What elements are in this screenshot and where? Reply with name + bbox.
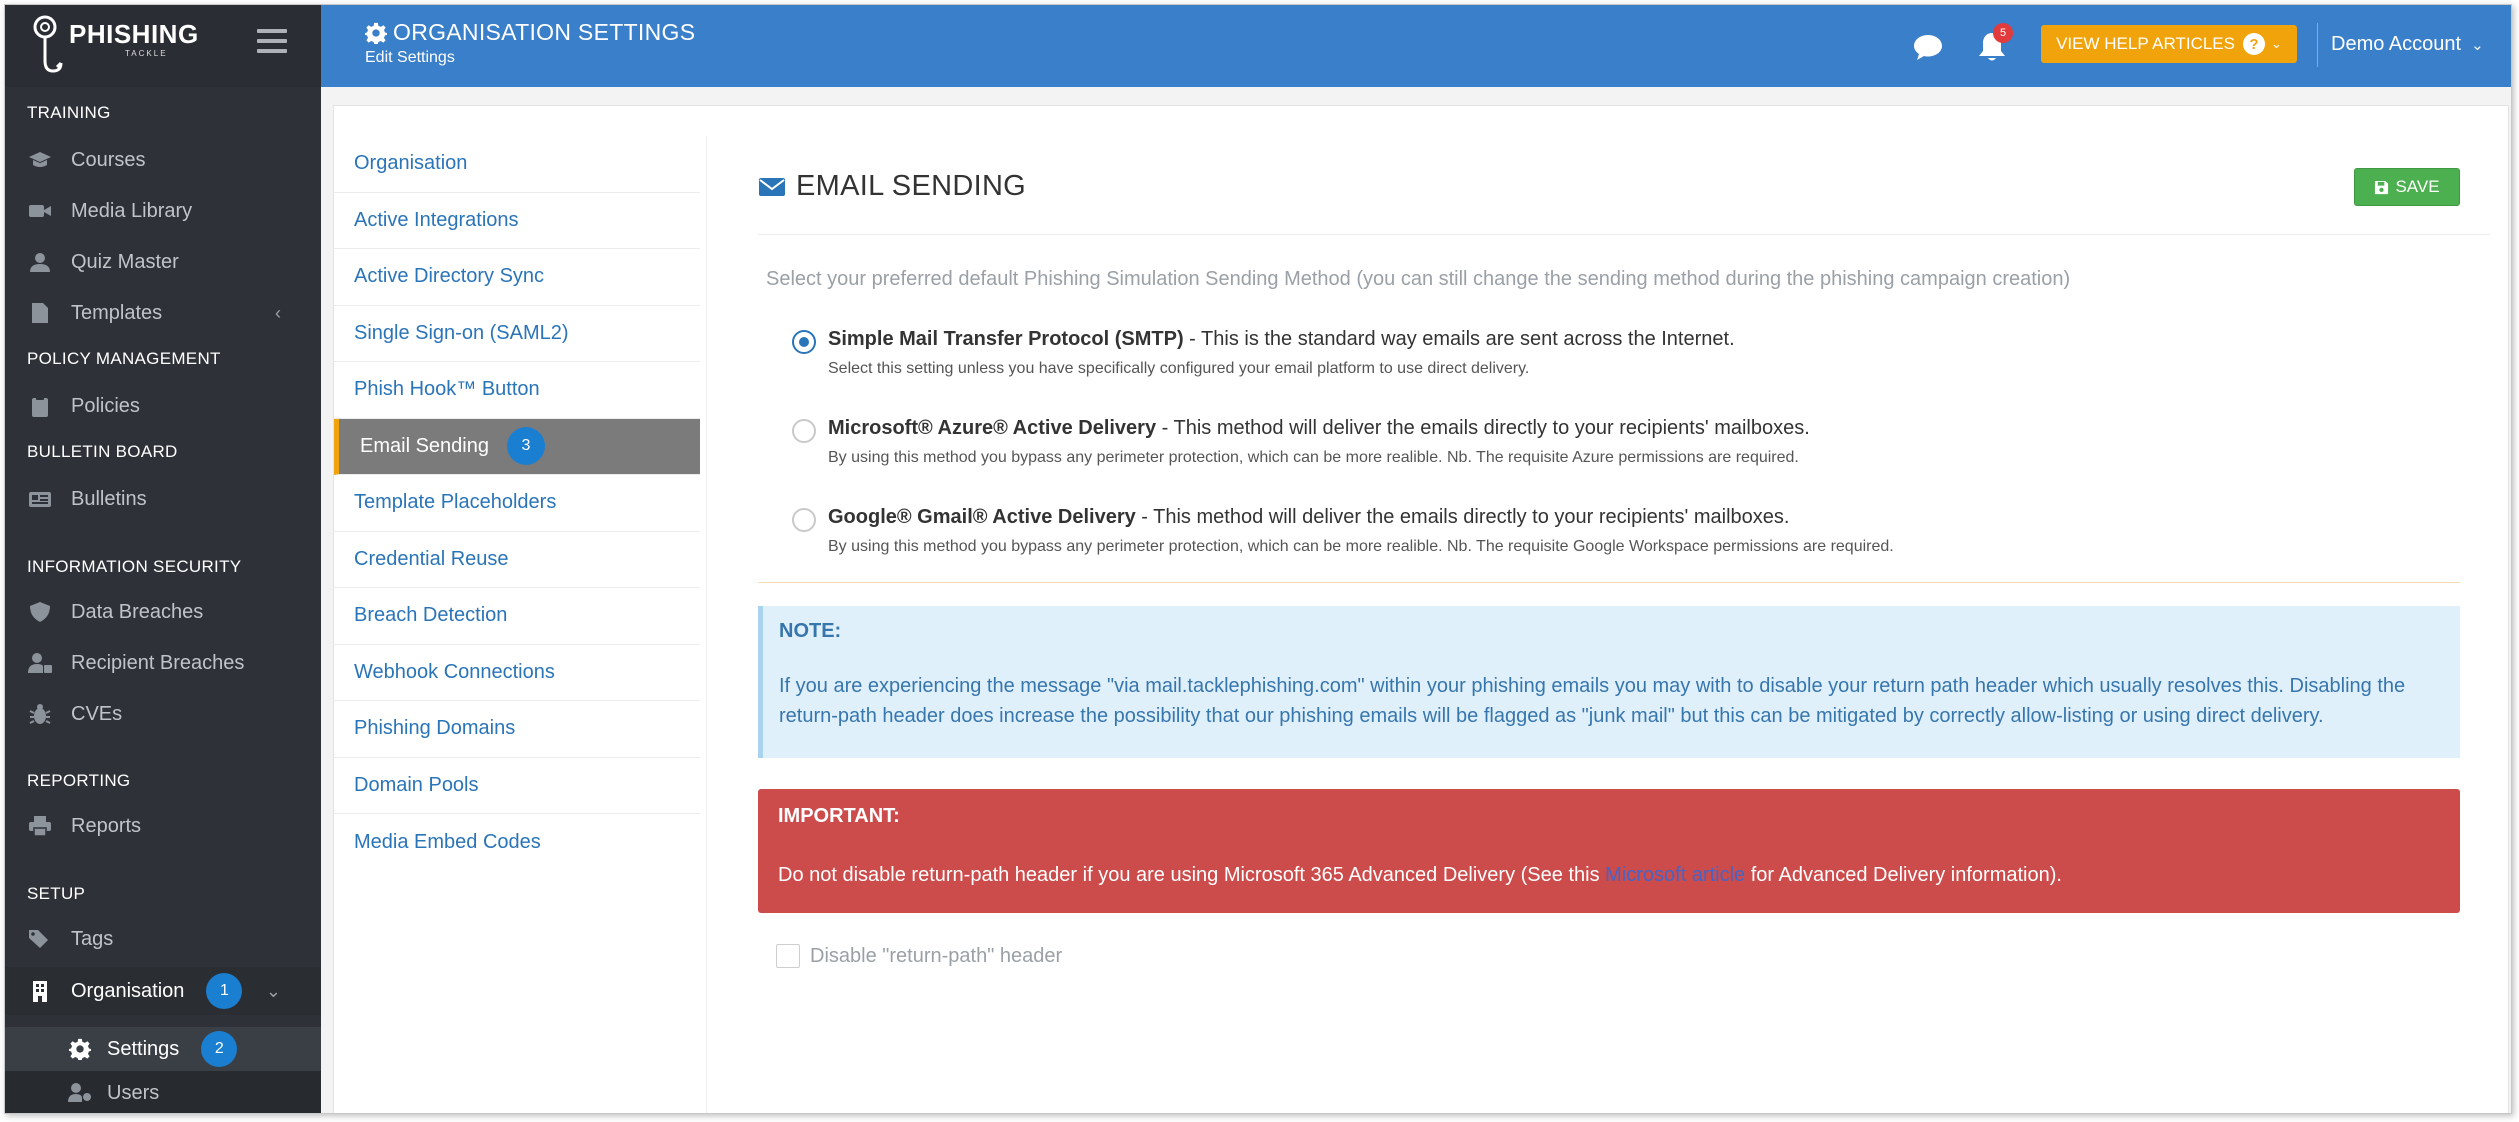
video-camera-icon	[27, 200, 53, 222]
sidebar-item-tags[interactable]	[5, 915, 321, 963]
option-desc: - This method will deliver the emails directly to your recipients' mailboxes.	[1135, 506, 1790, 528]
disable-return-path-checkbox[interactable]	[776, 944, 800, 968]
hook-logo-icon	[29, 13, 69, 77]
option-name: Simple Mail Transfer Protocol (SMTP)	[828, 328, 1184, 350]
disable-return-path-option[interactable]	[776, 944, 1062, 968]
nav-label: Active Integrations	[354, 208, 519, 231]
nav-label: Media Embed Codes	[354, 830, 541, 853]
microsoft-article-link[interactable]: Microsoft article	[1605, 864, 1746, 886]
sidebar-item-settings[interactable]	[5, 1027, 321, 1071]
sidebar-item-data-breaches[interactable]	[5, 588, 321, 636]
section-title	[758, 170, 1026, 203]
settings-nav-breach-detection[interactable]	[334, 588, 700, 645]
important-text-after: for Advanced Delivery information).	[1745, 864, 2062, 886]
chat-icon[interactable]	[1912, 33, 1944, 61]
nav-label: Email Sending	[360, 434, 489, 457]
important-text-before: Do not disable return-path header if you are using Microsoft 365 Advanced Delivery (See this	[778, 864, 1606, 886]
settings-nav-active-integrations[interactable]	[334, 193, 700, 250]
settings-nav-media-embed-codes[interactable]	[334, 814, 700, 871]
settings-nav-single-sign-on[interactable]	[334, 306, 700, 363]
brand-logo[interactable]	[27, 11, 227, 75]
logo-bar	[5, 5, 321, 87]
note-text: If you are experiencing the message "via mail.tacklephishing.com" within your phishing emails you may with to disable your return path header which usually resolves this. Disabling the return-path header does increase the possibility that our phishing emails will be flagged as "junk mail" but this can be mitigated by correctly allow-listing or using direct delivery.	[779, 675, 2406, 727]
shield-icon	[27, 601, 53, 623]
page-title-text: ORGANISATION SETTINGS	[393, 19, 696, 45]
sidebar-item-templates[interactable]	[5, 289, 321, 337]
building-icon	[27, 980, 53, 1002]
sidebar-item-cves[interactable]	[5, 690, 321, 738]
brand-name: PHISHING	[69, 19, 199, 49]
option-desc: - This is the standard way emails are sent across the Internet.	[1183, 328, 1735, 350]
sidebar-item-label: Recipient Breaches	[71, 651, 245, 674]
notification-count-badge: 5	[1993, 23, 2013, 43]
step-badge: 2	[201, 1031, 237, 1067]
settings-nav-domain-pools[interactable]	[334, 758, 700, 815]
important-box	[758, 789, 2460, 913]
sidebar-item-label: Quiz Master	[71, 250, 179, 273]
user-tie-icon	[27, 251, 53, 273]
section-reporting: REPORTING	[27, 771, 131, 790]
printer-icon	[27, 815, 53, 837]
nav-label: Credential Reuse	[354, 547, 509, 570]
gear-icon	[365, 22, 387, 44]
nav-label: Single Sign-on (SAML2)	[354, 321, 569, 344]
smtp-radio[interactable]	[792, 330, 816, 354]
intro-text: Select your preferred default Phishing Simulation Sending Method (you can still change the sending method during the phishing campaign creation)	[766, 268, 2071, 290]
section-title-text: EMAIL SENDING	[796, 170, 1027, 202]
section-bulletin: BULLETIN BOARD	[27, 442, 178, 461]
nav-label: Domain Pools	[354, 773, 479, 796]
page-title	[365, 19, 695, 46]
sidebar-item-policies[interactable]	[5, 382, 321, 430]
save-button[interactable]	[2354, 168, 2460, 206]
option-desc: - This method will deliver the emails directly to your recipients' mailboxes.	[1156, 417, 1810, 439]
checkbox-label: Disable "return-path" header	[810, 944, 1063, 967]
important-title: IMPORTANT:	[778, 805, 900, 827]
settings-nav-email-sending[interactable]	[334, 419, 700, 476]
sidebar-item-reports[interactable]	[5, 802, 321, 850]
chevron-down-icon: ⌄	[2270, 36, 2282, 51]
note-title: NOTE:	[779, 620, 842, 642]
account-menu[interactable]	[2331, 33, 2484, 56]
file-code-icon	[27, 302, 53, 324]
top-bar	[321, 5, 2511, 87]
bug-icon	[27, 703, 53, 725]
divider	[758, 582, 2460, 583]
view-help-articles-button[interactable]	[2041, 25, 2297, 63]
important-text	[778, 864, 2440, 887]
newspaper-icon	[27, 488, 53, 510]
question-icon: ?	[2243, 33, 2265, 55]
help-button-label: VIEW HELP ARTICLES	[2056, 34, 2235, 53]
brand-sub: TACKLE	[125, 49, 168, 58]
divider	[2317, 23, 2318, 67]
sidebar-item-label: Policies	[71, 394, 140, 417]
note-box	[758, 606, 2460, 758]
account-name: Demo Account	[2331, 33, 2462, 55]
sidebar-item-users[interactable]	[5, 1071, 321, 1114]
sidebar-item-organisation[interactable]	[5, 967, 321, 1015]
nav-label: Active Directory Sync	[354, 265, 545, 288]
section-infosec: INFORMATION SECURITY	[27, 557, 242, 576]
chevron-left-icon: ‹	[275, 302, 281, 323]
sidebar-item-label: CVEs	[71, 702, 123, 725]
sidebar-item-media-library[interactable]	[5, 187, 321, 235]
clipboard-check-icon	[27, 395, 53, 417]
settings-card	[333, 105, 2509, 1114]
sidebar-item-label: Data Breaches	[71, 600, 204, 623]
save-label: SAVE	[2395, 177, 2440, 196]
sidebar-item-recipient-breaches[interactable]	[5, 639, 321, 687]
sidebar-item-label: Bulletins	[71, 487, 147, 510]
sidebar-item-label: Tags	[71, 927, 114, 950]
option-help: By using this method you bypass any perimeter protection, which can be more realible. Nb. The requisite Azure permissions are required.	[828, 449, 1799, 466]
sidebar-item-label: Templates	[71, 301, 163, 324]
azure-radio[interactable]	[792, 419, 816, 443]
sidebar-item-label: Media Library	[71, 199, 193, 222]
settings-nav-credential-reuse[interactable]	[334, 532, 700, 589]
settings-nav-active-directory-sync[interactable]	[334, 249, 700, 306]
users-cog-icon	[67, 1082, 93, 1104]
option-label	[828, 506, 1789, 529]
section-policy: POLICY MANAGEMENT	[27, 349, 221, 368]
gmail-radio[interactable]	[792, 508, 816, 532]
sidebar-item-label: Settings	[107, 1037, 180, 1060]
graduation-cap-icon	[27, 149, 53, 171]
app-window	[4, 4, 2512, 1114]
sidebar-item-bulletins[interactable]	[5, 475, 321, 523]
sidebar-item-label: Courses	[71, 148, 146, 171]
sidebar-item-courses[interactable]	[5, 136, 321, 184]
option-help: Select this setting unless you have specifically configured your email platform to use direct delivery.	[828, 360, 1530, 377]
nav-label: Webhook Connections	[354, 660, 555, 683]
option-name: Microsoft® Azure® Active Delivery	[828, 417, 1157, 439]
page-subtitle: Edit Settings	[365, 49, 455, 66]
sidebar-item-label: Reports	[71, 814, 142, 837]
chevron-down-icon: ⌄	[2471, 36, 2484, 54]
option-help: By using this method you bypass any perimeter protection, which can be more realible. Nb. The requisite Google Workspace permissions are required.	[828, 538, 1894, 555]
settings-nav-webhook-connections[interactable]	[334, 645, 700, 702]
nav-label: Template Placeholders	[354, 491, 557, 514]
menu-toggle-icon[interactable]	[257, 29, 287, 55]
option-name: Google® Gmail® Active Delivery	[828, 506, 1136, 528]
sidebar-item-label: Users	[107, 1081, 160, 1104]
nav-label: Breach Detection	[354, 604, 508, 627]
settings-nav-organisation[interactable]	[334, 136, 700, 193]
step-badge: 3	[507, 427, 545, 465]
envelope-icon	[758, 176, 786, 198]
divider	[758, 234, 2490, 235]
chevron-down-icon: ⌄	[265, 980, 281, 1001]
step-badge: 1	[206, 973, 242, 1009]
notifications-bell[interactable]	[1977, 27, 2011, 63]
option-label	[828, 328, 1735, 351]
settings-nav-template-placeholders[interactable]	[334, 475, 700, 532]
sidebar-item-quiz-master[interactable]	[5, 238, 321, 286]
section-training: TRAINING	[27, 103, 111, 122]
settings-nav	[334, 136, 700, 871]
settings-nav-phish-hook-button[interactable]	[334, 362, 700, 419]
user-lock-icon	[27, 652, 53, 674]
nav-label: Phishing Domains	[354, 717, 516, 740]
section-setup: SETUP	[27, 884, 86, 903]
divider	[706, 136, 707, 1114]
settings-nav-phishing-domains[interactable]	[334, 701, 700, 758]
tags-icon	[27, 928, 53, 950]
nav-label: Phish Hook™ Button	[354, 378, 540, 401]
nav-label: Organisation	[354, 152, 468, 175]
sidebar	[5, 5, 321, 1113]
option-label	[828, 417, 1810, 440]
gear-icon	[67, 1038, 93, 1060]
floppy-disk-icon	[2374, 180, 2389, 195]
sidebar-item-label: Organisation	[71, 979, 185, 1002]
